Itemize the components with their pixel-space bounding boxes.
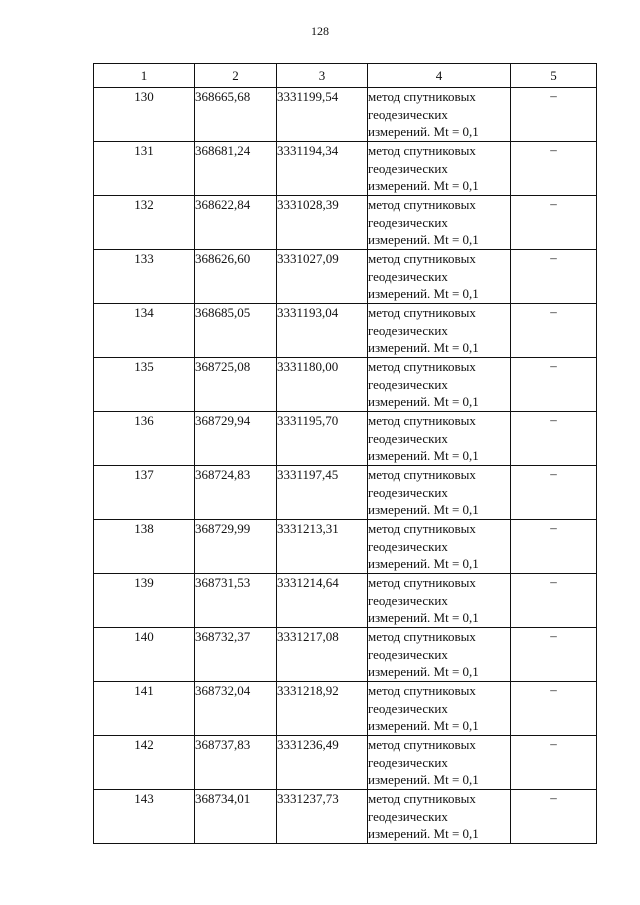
x-coordinate: 368732,37 <box>195 628 277 682</box>
point-number: 137 <box>94 466 195 520</box>
method-cell <box>368 628 511 682</box>
x-coordinate: 368626,60 <box>195 250 277 304</box>
point-number: 130 <box>94 88 195 142</box>
method-line-1: метод спутниковых <box>368 197 476 212</box>
method-line-3: измерений. Mt = 0,1 <box>368 124 479 139</box>
point-number: 135 <box>94 358 195 412</box>
table-row <box>94 142 597 196</box>
note-cell: – <box>511 790 597 844</box>
note-cell: – <box>511 520 597 574</box>
table-row <box>94 736 597 790</box>
point-number: 132 <box>94 196 195 250</box>
page-number: 128 <box>311 24 329 38</box>
header-col-3: 3 <box>277 64 368 88</box>
x-coordinate: 368729,99 <box>195 520 277 574</box>
x-coordinate: 368725,08 <box>195 358 277 412</box>
point-number: 142 <box>94 736 195 790</box>
method-line-1: метод спутниковых <box>368 467 476 482</box>
method-line-3: измерений. Mt = 0,1 <box>368 394 479 409</box>
y-coordinate: 3331194,34 <box>277 142 368 196</box>
point-number: 141 <box>94 682 195 736</box>
x-coordinate: 368729,94 <box>195 412 277 466</box>
method-line-2: геодезических <box>368 592 448 608</box>
y-coordinate: 3331214,64 <box>277 574 368 628</box>
method-line-2: геодезических <box>368 700 448 716</box>
y-coordinate: 3331027,09 <box>277 250 368 304</box>
method-cell <box>368 142 511 196</box>
point-number: 138 <box>94 520 195 574</box>
method-line-3: измерений. Mt = 0,1 <box>368 178 479 193</box>
table-row <box>94 304 597 358</box>
method-line-2: геодезических <box>368 538 448 554</box>
method-line-3: измерений. Mt = 0,1 <box>368 772 479 787</box>
point-number: 143 <box>94 790 195 844</box>
method-line-2: геодезических <box>368 268 448 284</box>
method-line-3: измерений. Mt = 0,1 <box>368 448 479 463</box>
table-row <box>94 574 597 628</box>
method-line-3: измерений. Mt = 0,1 <box>368 232 479 247</box>
note-cell: – <box>511 88 597 142</box>
method-cell <box>368 574 511 628</box>
method-line-2: геодезических <box>368 160 448 176</box>
coordinates-table <box>93 63 597 844</box>
method-line-2: геодезических <box>368 754 448 770</box>
method-line-2: геодезических <box>368 106 448 122</box>
table-row <box>94 520 597 574</box>
method-line-3: измерений. Mt = 0,1 <box>368 340 479 355</box>
method-line-3: измерений. Mt = 0,1 <box>368 718 479 733</box>
method-line-3: измерений. Mt = 0,1 <box>368 610 479 625</box>
method-line-1: метод спутниковых <box>368 413 476 428</box>
y-coordinate: 3331236,49 <box>277 736 368 790</box>
method-line-2: геодезических <box>368 484 448 500</box>
y-coordinate: 3331180,00 <box>277 358 368 412</box>
point-number: 133 <box>94 250 195 304</box>
note-cell: – <box>511 466 597 520</box>
table-row <box>94 358 597 412</box>
method-cell <box>368 682 511 736</box>
method-line-1: метод спутниковых <box>368 359 476 374</box>
y-coordinate: 3331213,31 <box>277 520 368 574</box>
x-coordinate: 368665,68 <box>195 88 277 142</box>
method-line-2: геодезических <box>368 322 448 338</box>
method-cell <box>368 88 511 142</box>
header-col-4: 4 <box>368 64 511 88</box>
y-coordinate: 3331028,39 <box>277 196 368 250</box>
y-coordinate: 3331193,04 <box>277 304 368 358</box>
method-line-1: метод спутниковых <box>368 791 476 806</box>
method-cell <box>368 790 511 844</box>
y-coordinate: 3331237,73 <box>277 790 368 844</box>
y-coordinate: 3331197,45 <box>277 466 368 520</box>
y-coordinate: 3331199,54 <box>277 88 368 142</box>
method-line-2: геодезических <box>368 646 448 662</box>
point-number: 139 <box>94 574 195 628</box>
y-coordinate: 3331218,92 <box>277 682 368 736</box>
note-cell: – <box>511 142 597 196</box>
method-line-3: измерений. Mt = 0,1 <box>368 826 479 841</box>
note-cell: – <box>511 250 597 304</box>
method-line-3: измерений. Mt = 0,1 <box>368 502 479 517</box>
method-line-2: геодезических <box>368 214 448 230</box>
method-line-1: метод спутниковых <box>368 89 476 104</box>
y-coordinate: 3331217,08 <box>277 628 368 682</box>
x-coordinate: 368731,53 <box>195 574 277 628</box>
note-cell: – <box>511 628 597 682</box>
method-line-1: метод спутниковых <box>368 683 476 698</box>
note-cell: – <box>511 304 597 358</box>
note-cell: – <box>511 574 597 628</box>
table-row <box>94 466 597 520</box>
note-cell: – <box>511 682 597 736</box>
method-line-1: метод спутниковых <box>368 143 476 158</box>
table-row <box>94 628 597 682</box>
table-row <box>94 412 597 466</box>
table-row <box>94 196 597 250</box>
method-line-2: геодезических <box>368 430 448 446</box>
header-col-2: 2 <box>195 64 277 88</box>
method-cell <box>368 358 511 412</box>
method-cell <box>368 196 511 250</box>
table-row <box>94 250 597 304</box>
header-row <box>94 64 597 88</box>
method-line-1: метод спутниковых <box>368 521 476 536</box>
point-number: 134 <box>94 304 195 358</box>
method-line-1: метод спутниковых <box>368 575 476 590</box>
method-line-2: геодезических <box>368 376 448 392</box>
method-cell <box>368 520 511 574</box>
table-row <box>94 88 597 142</box>
method-line-3: измерений. Mt = 0,1 <box>368 286 479 301</box>
method-line-3: измерений. Mt = 0,1 <box>368 664 479 679</box>
method-line-1: метод спутниковых <box>368 305 476 320</box>
point-number: 140 <box>94 628 195 682</box>
x-coordinate: 368685,05 <box>195 304 277 358</box>
method-line-1: метод спутниковых <box>368 737 476 752</box>
header-col-5: 5 <box>511 64 597 88</box>
y-coordinate: 3331195,70 <box>277 412 368 466</box>
x-coordinate: 368622,84 <box>195 196 277 250</box>
table-header <box>94 64 597 88</box>
header-col-1: 1 <box>94 64 195 88</box>
note-cell: – <box>511 358 597 412</box>
point-number: 131 <box>94 142 195 196</box>
method-line-1: метод спутниковых <box>368 629 476 644</box>
method-line-2: геодезических <box>368 808 448 824</box>
note-cell: – <box>511 736 597 790</box>
x-coordinate: 368724,83 <box>195 466 277 520</box>
note-cell: – <box>511 412 597 466</box>
table-body <box>94 88 597 844</box>
table-row <box>94 682 597 736</box>
point-number: 136 <box>94 412 195 466</box>
method-cell <box>368 412 511 466</box>
x-coordinate: 368681,24 <box>195 142 277 196</box>
method-line-1: метод спутниковых <box>368 251 476 266</box>
method-cell <box>368 250 511 304</box>
x-coordinate: 368737,83 <box>195 736 277 790</box>
method-cell <box>368 736 511 790</box>
table-row <box>94 790 597 844</box>
note-cell: – <box>511 196 597 250</box>
method-line-3: измерений. Mt = 0,1 <box>368 556 479 571</box>
method-cell <box>368 304 511 358</box>
x-coordinate: 368732,04 <box>195 682 277 736</box>
x-coordinate: 368734,01 <box>195 790 277 844</box>
method-cell <box>368 466 511 520</box>
